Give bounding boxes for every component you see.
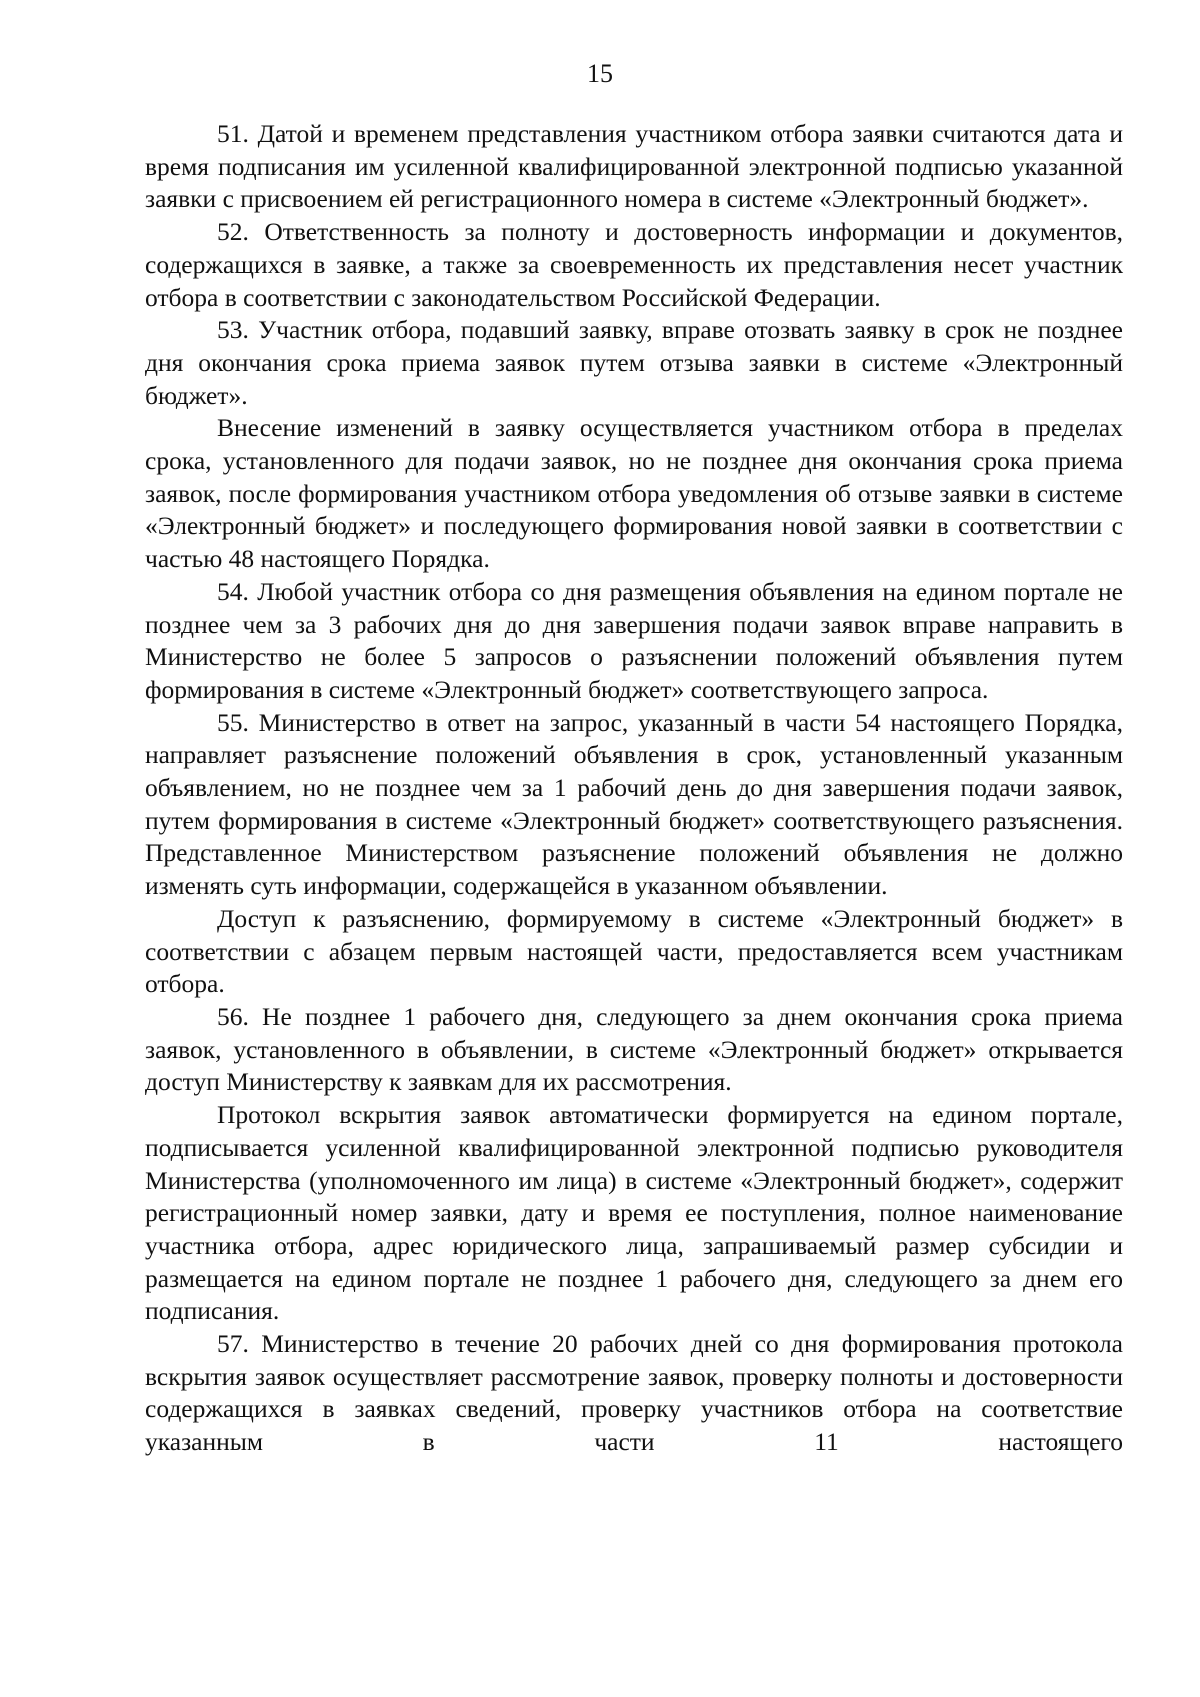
paragraph-55: 55. Министерство в ответ на запрос, указанный в части 54 настоящего Порядка, направляет разъяснение положений объявления в срок, установленный указанным объявлением, но не позднее чем за 1 рабочий день до дня завершения подачи заявок, путем формирования в системе «Электронный бюджет» соответствующего разъяснения. Представленное Министерством разъяснение положений объявления не должно изменять суть информации, содержащейся в указанном объявлении.	[145, 707, 1123, 901]
paragraph-56-protocol: Протокол вскрытия заявок автоматически формируется на едином портале, подписывается усиленной квалифицированной электронной подписью руководителя Министерства (уполномоченного им лица) в системе «Электронный бюджет», содержит регистрационный номер заявки, дату и время ее поступления, полное наименование участника отбора, адрес юридического лица, запрашиваемый размер субсидии и размещается на едином портале не позднее 1 рабочего дня, следующего за днем его подписания.	[145, 1100, 1123, 1326]
paragraph-56: 56. Не позднее 1 рабочего дня, следующего за днем окончания срока приема заявок, установленного в объявлении, в системе «Электронный бюджет» открывается доступ Министерству к заявкам для их рассмотрения.	[145, 1001, 1123, 1097]
paragraph-53: 53. Участник отбора, подавший заявку, вправе отозвать заявку в срок не позднее дня окончания срока приема заявок путем отзыва заявки в системе «Электронный бюджет».	[145, 315, 1123, 410]
paragraph-52: 52. Ответственность за полноту и достоверность информации и документов, содержащихся в заявке, а также за своевременность их представления несет участник отбора в соответствии с законодательством Российской Федерации.	[145, 217, 1123, 312]
page-number: 15	[587, 59, 613, 88]
document-body	[145, 118, 1123, 1459]
paragraph-54: 54. Любой участник отбора со дня размещения объявления на едином портале не позднее чем за 3 рабочих дня до дня завершения подачи заявок вправе направить в Министерство не более 5 запросов о разъяснении положений объявления путем формирования в системе «Электронный бюджет» соответствующего запроса.	[145, 576, 1123, 704]
paragraph-53-amendment: Внесение изменений в заявку осуществляется участником отбора в пределах срока, установленного для подачи заявок, но не позднее дня окончания срока приема заявок, после формирования участником отбора уведомления об отзыве заявки в системе «Электронный бюджет» и последующего формирования новой заявки в соответствии с частью 48 настоящего Порядка.	[145, 413, 1123, 574]
paragraph-55-access: Доступ к разъяснению, формируемому в системе «Электронный бюджет» в соответствии с абзацем первым настоящей части, предоставляется всем участникам отбора.	[145, 903, 1123, 999]
paragraph-57: 57. Министерство в течение 20 рабочих дней со дня формирования протокола вскрытия заявок осуществляет рассмотрение заявок, проверку полноты и достоверности содержащихся в заявках сведений, проверку участников отбора на соответствие указанным в части 11 настоящего	[145, 1329, 1123, 1457]
paragraph-51: 51. Датой и временем представления участником отбора заявки считаются дата и время подписания им усиленной квалифицированной электронной подписью указанной заявки с присвоением ей регистрационного номера в системе «Электронный бюджет».	[145, 119, 1123, 214]
